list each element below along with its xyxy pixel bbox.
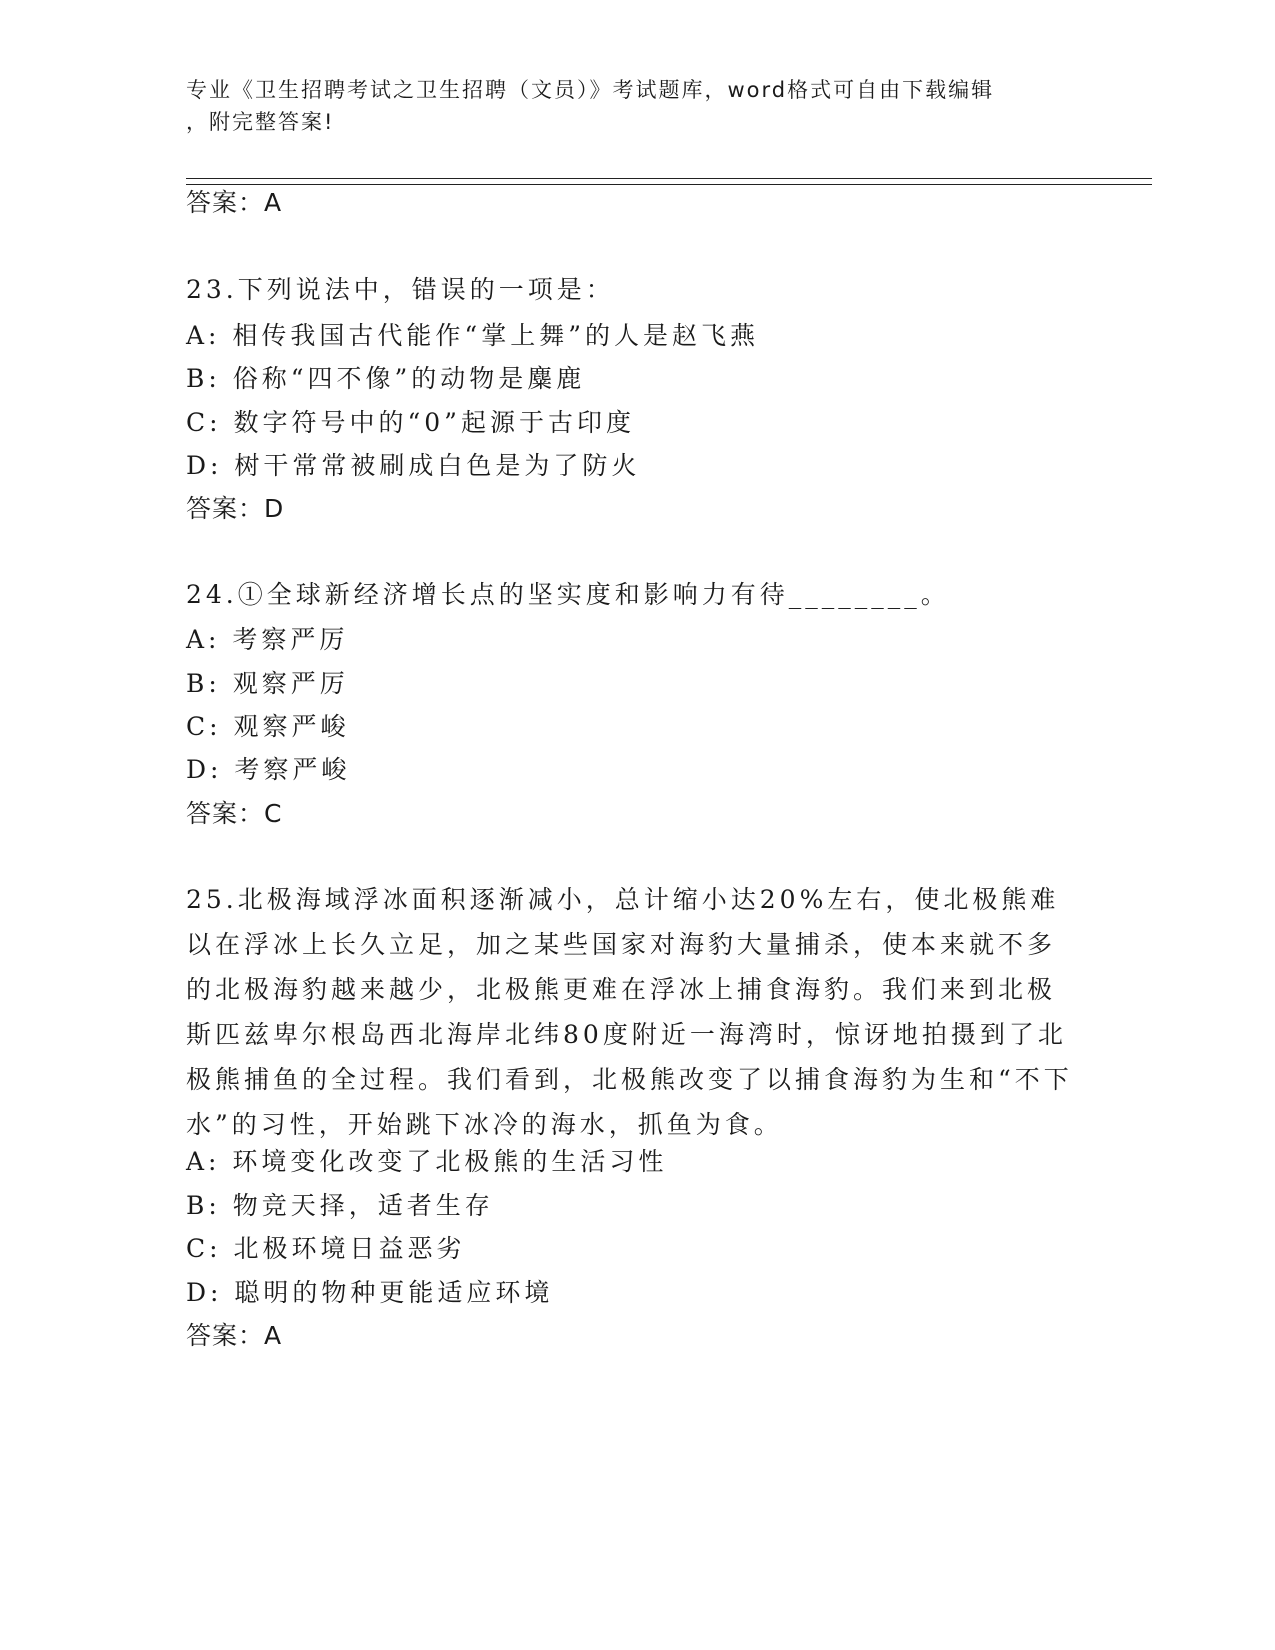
question-23-option-a: A: 相传我国古代能作“掌上舞”的人是赵飞燕 <box>186 321 759 350</box>
previous-answer: 答案：A <box>186 188 283 217</box>
question-24-answer: 答案：C <box>186 799 283 828</box>
question-23-option-c: C: 数字符号中的“0”起源于古印度 <box>186 408 635 437</box>
question-25-option-a: A: 环境变化改变了北极熊的生活习性 <box>186 1147 668 1176</box>
question-23-answer: 答案：D <box>186 494 285 523</box>
question-25-answer: 答案：A <box>186 1321 283 1350</box>
question-25-option-c: C: 北极环境日益恶劣 <box>186 1234 466 1263</box>
question-24-option-d: D: 考察严峻 <box>186 755 351 784</box>
question-23-option-b: B: 俗称“四不像”的动物是麋鹿 <box>186 364 586 393</box>
question-25-option-b: B: 物竞天择，适者生存 <box>186 1191 494 1220</box>
header-divider-top <box>186 178 1152 179</box>
question-24-option-c: C: 观察严峻 <box>186 712 350 741</box>
question-24-option-b: B: 观察严厉 <box>186 669 349 698</box>
question-25-stem: 25.北极海域浮冰面积逐渐减小，总计缩小达20%左右，使北极熊难以在浮冰上长久立足，加之某些国家对海豹大量捕杀，使本来就不多的北极海豹越来越少，北极熊更难在浮冰上捕食海豹。我们来到北极斯匹兹卑尔根岛西北海岸北纬80度附近一海湾时，惊讶地拍摄到了北极熊捕鱼的全过程。我们看到，北极熊改变了以捕食海豹为生和“不下水”的习性，开始跳下冰冷的海水，抓鱼为食。 <box>186 885 1073 1139</box>
header-line-2: ，附完整答案! <box>186 110 335 134</box>
header-divider-bottom <box>186 184 1152 185</box>
question-25-option-d: D: 聪明的物种更能适应环境 <box>186 1278 554 1307</box>
question-24-option-a: A: 考察严厉 <box>186 625 349 654</box>
header-line-1: 专业《卫生招聘考试之卫生招聘（文员）》考试题库，word格式可自由下载编辑 <box>186 78 995 102</box>
question-24-stem: 24.①全球新经济增长点的坚实度和影响力有待________。 <box>186 580 950 609</box>
document-header <box>186 74 1066 138</box>
question-23-stem: 23.下列说法中，错误的一项是： <box>186 275 615 304</box>
question-23-option-d: D: 树干常常被刷成白色是为了防火 <box>186 451 641 480</box>
